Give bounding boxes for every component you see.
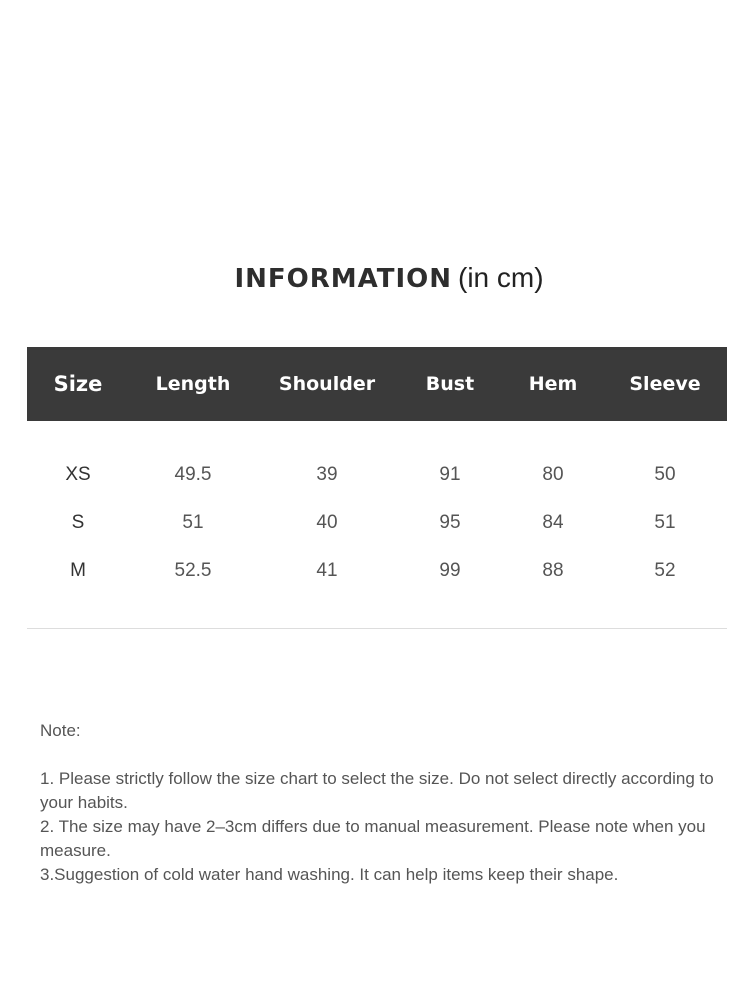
hem-cell: 80 [542, 464, 564, 485]
note-item: 2. The size may have 2–3cm differs due to manual measurement. Please note when you measure. [40, 817, 706, 860]
shoulder-cell: 39 [316, 464, 338, 485]
header-hem: Hem [528, 373, 578, 395]
length-cell: 51 [182, 512, 204, 533]
sleeve-cell: 52 [654, 560, 676, 581]
table-row [0, 508, 750, 538]
length-cell: 49.5 [174, 464, 212, 485]
size-cell: S [71, 512, 85, 533]
shoulder-cell: 40 [316, 512, 338, 533]
bust-cell: 91 [439, 464, 461, 485]
table-divider [27, 628, 727, 629]
hem-cell: 84 [542, 512, 564, 533]
page-title [0, 258, 750, 298]
title-unit: (in cm) [458, 262, 544, 293]
header-bust: Bust [425, 373, 475, 395]
length-cell: 52.5 [174, 560, 212, 581]
sleeve-cell: 51 [654, 512, 676, 533]
size-cell: M [70, 560, 86, 581]
size-cell: XS [65, 464, 91, 485]
note-list [40, 767, 720, 887]
header-sleeve: Sleeve [629, 373, 701, 395]
size-table-header [27, 347, 727, 421]
header-shoulder: Shoulder [278, 373, 376, 395]
hem-cell: 88 [542, 560, 564, 581]
bust-cell: 95 [439, 512, 461, 533]
header-length: Length [155, 373, 231, 395]
table-row [0, 556, 750, 586]
bust-cell: 99 [439, 560, 461, 581]
sleeve-cell: 50 [654, 464, 676, 485]
table-row [0, 460, 750, 490]
note-item: 3.Suggestion of cold water hand washing. It can help items keep their shape. [40, 865, 619, 884]
note-heading: Note: [40, 721, 81, 740]
title-main: INFORMATION [234, 264, 453, 294]
header-size: Size [53, 372, 103, 396]
note-item: 1. Please strictly follow the size chart to select the size. Do not select directly according to your habits. [40, 769, 714, 812]
shoulder-cell: 41 [316, 560, 338, 581]
